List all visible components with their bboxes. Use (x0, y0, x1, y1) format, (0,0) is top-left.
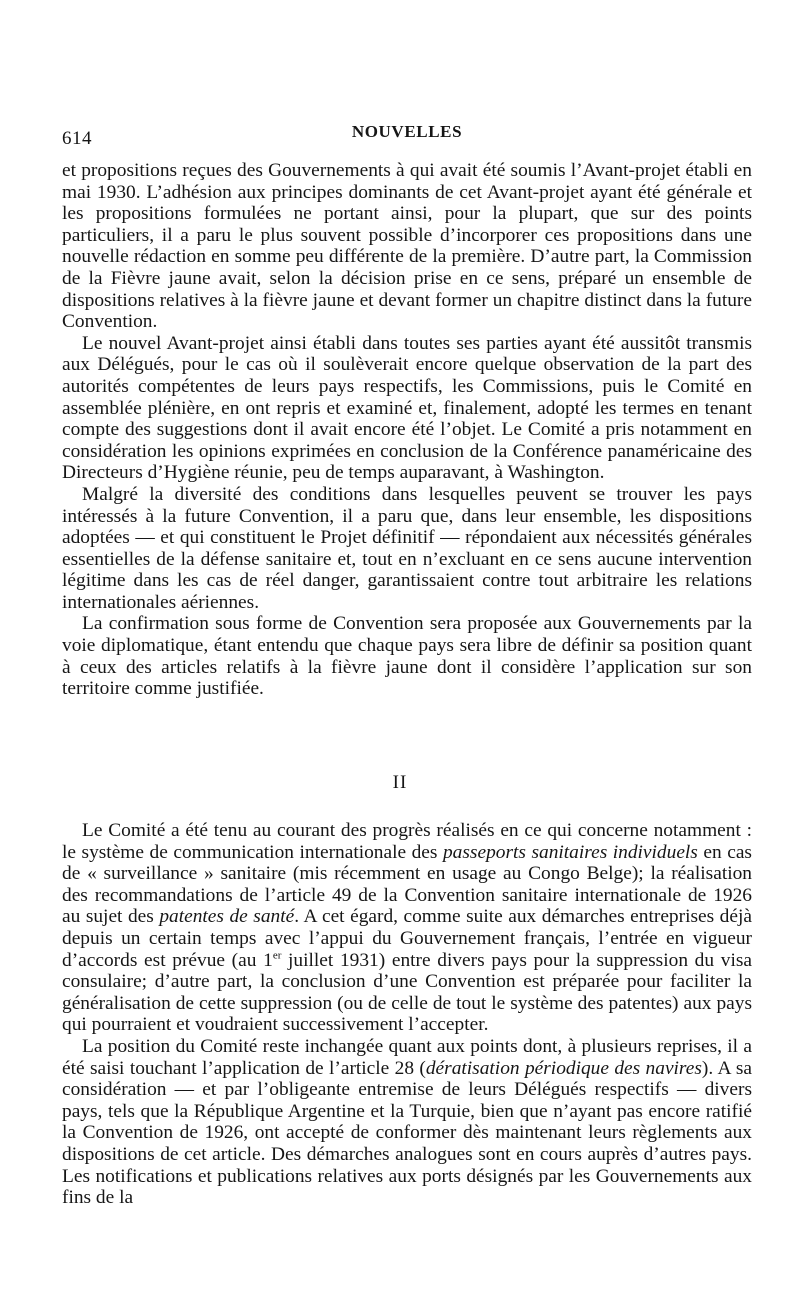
page-header (62, 120, 752, 150)
paragraph: Le nouvel Avant-projet ainsi établi dans toutes ses parties ayant été aussitôt transmis aux Délégués, pour le cas où il soulèverait encore quelque observation de la part des autorités compétentes de leurs pays respectifs, les Commissions, puis le Comité en assemblée plénière, en ont repris et examiné et, finalement, adopté les termes en tenant compte des suggestions dont il avait encore été l’objet. Le Comité a pris notamment en considération les opinions exprimées en conclusion de la Conférence panaméricaine des Directeurs d’Hygiène réunie, peu de temps auparavant, à Washington. (62, 332, 752, 484)
section-2-body (62, 820, 752, 1209)
text-run: La position du Comité reste inchangée quant aux points dont, à plusieurs reprises, il a été saisi touchant l’application de l’article 28 ( (62, 1035, 752, 1079)
section-numeral: II (392, 772, 408, 793)
page-number: 614 (62, 128, 92, 149)
text-run: Le Comité a été tenu au courant des progrès réalisés en ce qui concerne notamment : le système de communication internationale des (62, 820, 752, 863)
paragraph (62, 1036, 752, 1209)
text-run: en cas de « surveillance » sanitaire (mis récemment en usage au Congo Belge); la réalisation des recommandations de l’article 49 de la Convention sanitaire internationale de 1926 au sujet des (62, 841, 752, 928)
text-run: . A cet égard, comme suite aux démarches entreprises déjà depuis un certain temps avec l’appui du Gouvernement français, l’entrée en vigueur d’accords est prévue (au 1 (62, 906, 752, 971)
paragraph-continued: et propositions reçues des Gouvernements à qui avait été soumis l’Avant-projet établi en mai 1930. L’adhésion aux principes dominants de cet Avant-projet ayant été générale et les propositions formulées ne portant ainsi, pour la plupart, que sur des points particuliers, il a paru le plus souvent possible d’incorporer ces propositions dans une nouvelle rédaction en somme peu différente de la première. D’autre part, la Commission de la Fièvre jaune avait, selon la décision prise en ce sens, préparé un ensemble de dispositions relatives à la fièvre jaune et devant former un chapitre distinct dans la future Convention. (62, 160, 752, 333)
paragraph (62, 820, 752, 1036)
ordinal-superscript: er (272, 949, 282, 962)
paragraph: La confirmation sous forme de Convention sera proposée aux Gouvernements par la voie diplomatique, étant entendu que chaque pays sera libre de définir sa position quant à ceux des articles relatifs à la fièvre jaune dont il considère l’application sur son territoire comme justifiée. (62, 613, 752, 700)
italic-term: passeports sanitaires individuels (442, 841, 698, 863)
italic-term: patentes de santé (159, 906, 295, 928)
section-1-body (62, 160, 752, 700)
running-head: NOUVELLES (351, 122, 463, 141)
italic-term: dératisation périodique des navires (425, 1057, 702, 1079)
text-run: ). A sa considération — et par l’obligeante entremise de leurs Délégués respectifs — divers pays, tels que la République Argentine et la Turquie, bien que n’ayant pas encore ratifié la Convention de 1926, ont accepté de conformer dès maintenant leurs règlements aux dispositions de cet article. Des démarches analogues sont en cours auprès d’autres pays. Les notifications et publications relatives aux ports désignés par les Gouvernements aux fins de la (62, 1057, 752, 1209)
text-run: juillet 1931) entre divers pays pour la suppression du visa consulaire; d’autre part, la conclusion d’une Convention est préparée pour faciliter la généralisation de cette suppression (ou de celle de tout le système des patentes) aux pays qui pourraient et voudraient successivement l’accepter. (62, 949, 752, 1036)
paragraph: Malgré la diversité des conditions dans lesquelles peuvent se trouver les pays intéressés à la future Convention, il a paru que, dans leur ensemble, les dispositions adoptées — et qui constituent le Projet définitif — répondaient aux nécessités générales essentielles de la défense sanitaire et, tout en n’excluant en ce sens aucune intervention légitime dans les cas de réel danger, garantissaient contre tout arbitraire les relations internationales aériennes. (62, 483, 752, 613)
